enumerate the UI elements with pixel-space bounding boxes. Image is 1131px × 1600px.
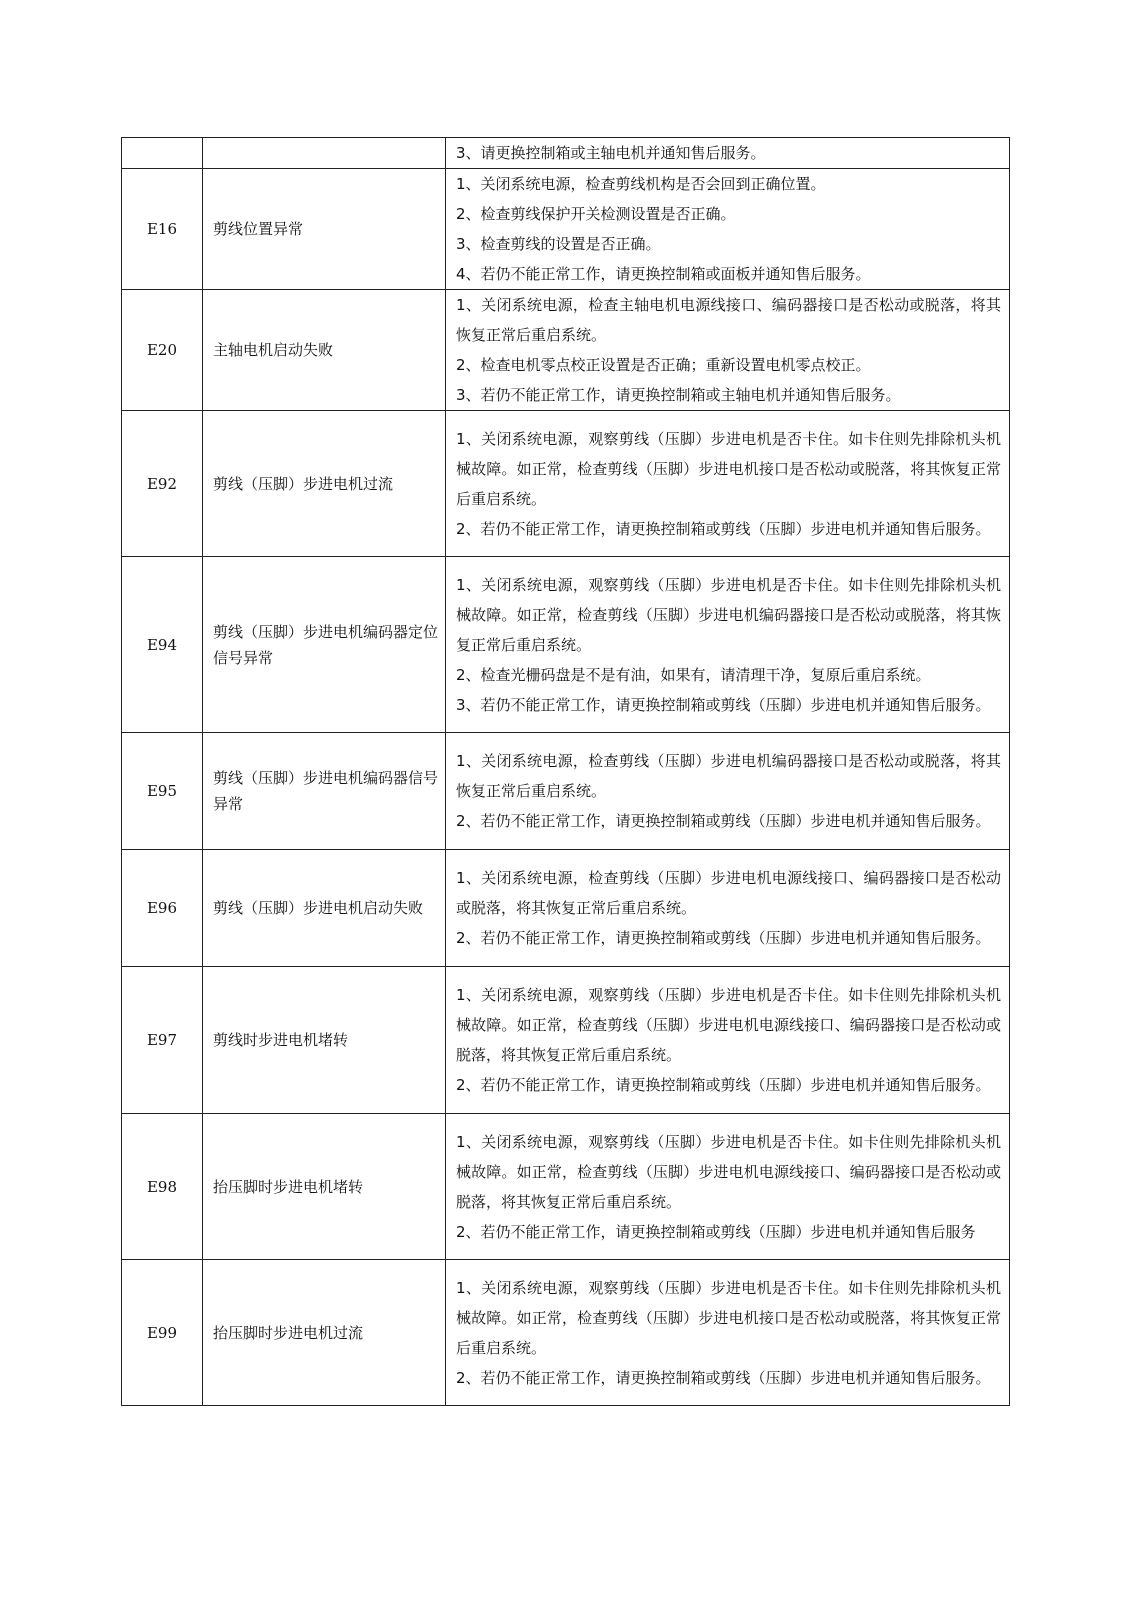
solution-cell	[446, 138, 1010, 169]
error-description-cell: 剪线（压脚）步进电机编码器定位信号异常	[203, 557, 446, 733]
error-description-cell: 抬压脚时步进电机堵转	[203, 1114, 446, 1260]
solution-step: 1、关闭系统电源，检查剪线（压脚）步进电机编码器接口是否松动或脱落，将其恢复正常后重启系统。	[456, 752, 1001, 800]
solution-step: 1、关闭系统电源，观察剪线（压脚）步进电机是否卡住。如卡住则先排除机头机械故障。如正常，检查剪线（压脚）步进电机编码器接口是否松动或脱落，将其恢复正常后重启系统。	[456, 575, 1001, 654]
solution-step: 2、检查剪线保护开关检测设置是否正确。	[456, 205, 736, 223]
table-row	[122, 557, 1010, 733]
table-row	[122, 290, 1010, 411]
error-code-cell: E99	[122, 1260, 203, 1406]
table-row	[122, 733, 1010, 850]
table-body	[122, 138, 1010, 1406]
table-row	[122, 850, 1010, 967]
error-code-cell: E96	[122, 850, 203, 967]
error-code-cell: E16	[122, 169, 203, 290]
solution-step: 2、若仍不能正常工作，请更换控制箱或剪线（压脚）步进电机并通知售后服务。	[456, 812, 991, 830]
solution-cell	[446, 967, 1010, 1114]
error-description-cell: 剪线（压脚）步进电机过流	[203, 411, 446, 557]
solution-step: 2、若仍不能正常工作，请更换控制箱或剪线（压脚）步进电机并通知售后服务	[456, 1222, 976, 1241]
table-row	[122, 411, 1010, 557]
solution-step: 1、关闭系统电源，观察剪线（压脚）步进电机是否卡住。如卡住则先排除机头机械故障。如正常，检查剪线（压脚）步进电机电源线接口、编码器接口是否松动或脱落，将其恢复正常后重启系统。	[456, 986, 1001, 1064]
solution-step: 4、若仍不能正常工作，请更换控制箱或面板并通知售后服务。	[456, 265, 871, 283]
solution-step: 1、关闭系统电源，观察剪线（压脚）步进电机是否卡住。如卡住则先排除机头机械故障。如正常，检查剪线（压脚）步进电机接口是否松动或脱落，将其恢复正常后重启系统。	[456, 429, 1001, 508]
solution-step: 2、检查电机零点校正设置是否正确；重新设置电机零点校正。	[456, 356, 871, 374]
solution-cell	[446, 169, 1010, 290]
solution-cell	[446, 557, 1010, 733]
solution-step: 2、若仍不能正常工作，请更换控制箱或剪线（压脚）步进电机并通知售后服务。	[456, 1076, 991, 1094]
solution-step: 1、关闭系统电源，检查主轴电机电源线接口、编码器接口是否松动或脱落，将其恢复正常后重启系统。	[456, 296, 1001, 344]
solution-cell	[446, 411, 1010, 557]
error-code-cell	[122, 138, 203, 169]
solution-step: 2、若仍不能正常工作，请更换控制箱或剪线（压脚）步进电机并通知售后服务。	[456, 929, 991, 947]
error-description-cell: 剪线时步进电机堵转	[203, 967, 446, 1114]
solution-step: 2、检查光栅码盘是不是有油，如果有，请清理干净，复原后重启系统。	[456, 665, 931, 684]
solution-step: 1、关闭系统电源，检查剪线（压脚）步进电机电源线接口、编码器接口是否松动或脱落，将其恢复正常后重启系统。	[456, 869, 1001, 917]
error-description-cell: 剪线位置异常	[203, 169, 446, 290]
solution-step: 1、关闭系统电源，检查剪线机构是否会回到正确位置。	[456, 175, 826, 193]
solution-cell	[446, 1260, 1010, 1406]
table-row	[122, 138, 1010, 169]
solution-cell	[446, 850, 1010, 967]
error-code-cell: E97	[122, 967, 203, 1114]
document-page	[121, 137, 1009, 1406]
error-code-cell: E20	[122, 290, 203, 411]
solution-step: 3、检查剪线的设置是否正确。	[456, 235, 661, 253]
solution-step: 2、若仍不能正常工作，请更换控制箱或剪线（压脚）步进电机并通知售后服务。	[456, 519, 991, 538]
error-code-cell: E94	[122, 557, 203, 733]
solution-cell	[446, 1114, 1010, 1260]
table-row	[122, 1114, 1010, 1260]
table-row	[122, 1260, 1010, 1406]
solution-step: 3、请更换控制箱或主轴电机并通知售后服务。	[456, 144, 766, 162]
error-description-cell: 剪线（压脚）步进电机启动失败	[203, 850, 446, 967]
error-description-cell: 抬压脚时步进电机过流	[203, 1260, 446, 1406]
solution-step: 1、关闭系统电源，观察剪线（压脚）步进电机是否卡住。如卡住则先排除机头机械故障。如正常，检查剪线（压脚）步进电机电源线接口、编码器接口是否松动或脱落，将其恢复正常后重启系统。	[456, 1132, 1001, 1211]
solution-step: 1、关闭系统电源，观察剪线（压脚）步进电机是否卡住。如卡住则先排除机头机械故障。如正常，检查剪线（压脚）步进电机接口是否松动或脱落，将其恢复正常后重启系统。	[456, 1278, 1001, 1357]
error-code-cell: E92	[122, 411, 203, 557]
solution-step: 3、若仍不能正常工作，请更换控制箱或剪线（压脚）步进电机并通知售后服务。	[456, 695, 991, 714]
error-description-cell	[203, 138, 446, 169]
solution-cell	[446, 290, 1010, 411]
error-code-table	[121, 137, 1010, 1406]
solution-step: 3、若仍不能正常工作，请更换控制箱或主轴电机并通知售后服务。	[456, 386, 901, 404]
error-code-cell: E95	[122, 733, 203, 850]
table-row	[122, 169, 1010, 290]
error-description-cell: 剪线（压脚）步进电机编码器信号异常	[203, 733, 446, 850]
table-row	[122, 967, 1010, 1114]
solution-step: 2、若仍不能正常工作，请更换控制箱或剪线（压脚）步进电机并通知售后服务。	[456, 1368, 991, 1387]
solution-cell	[446, 733, 1010, 850]
error-description-cell: 主轴电机启动失败	[203, 290, 446, 411]
error-code-cell: E98	[122, 1114, 203, 1260]
